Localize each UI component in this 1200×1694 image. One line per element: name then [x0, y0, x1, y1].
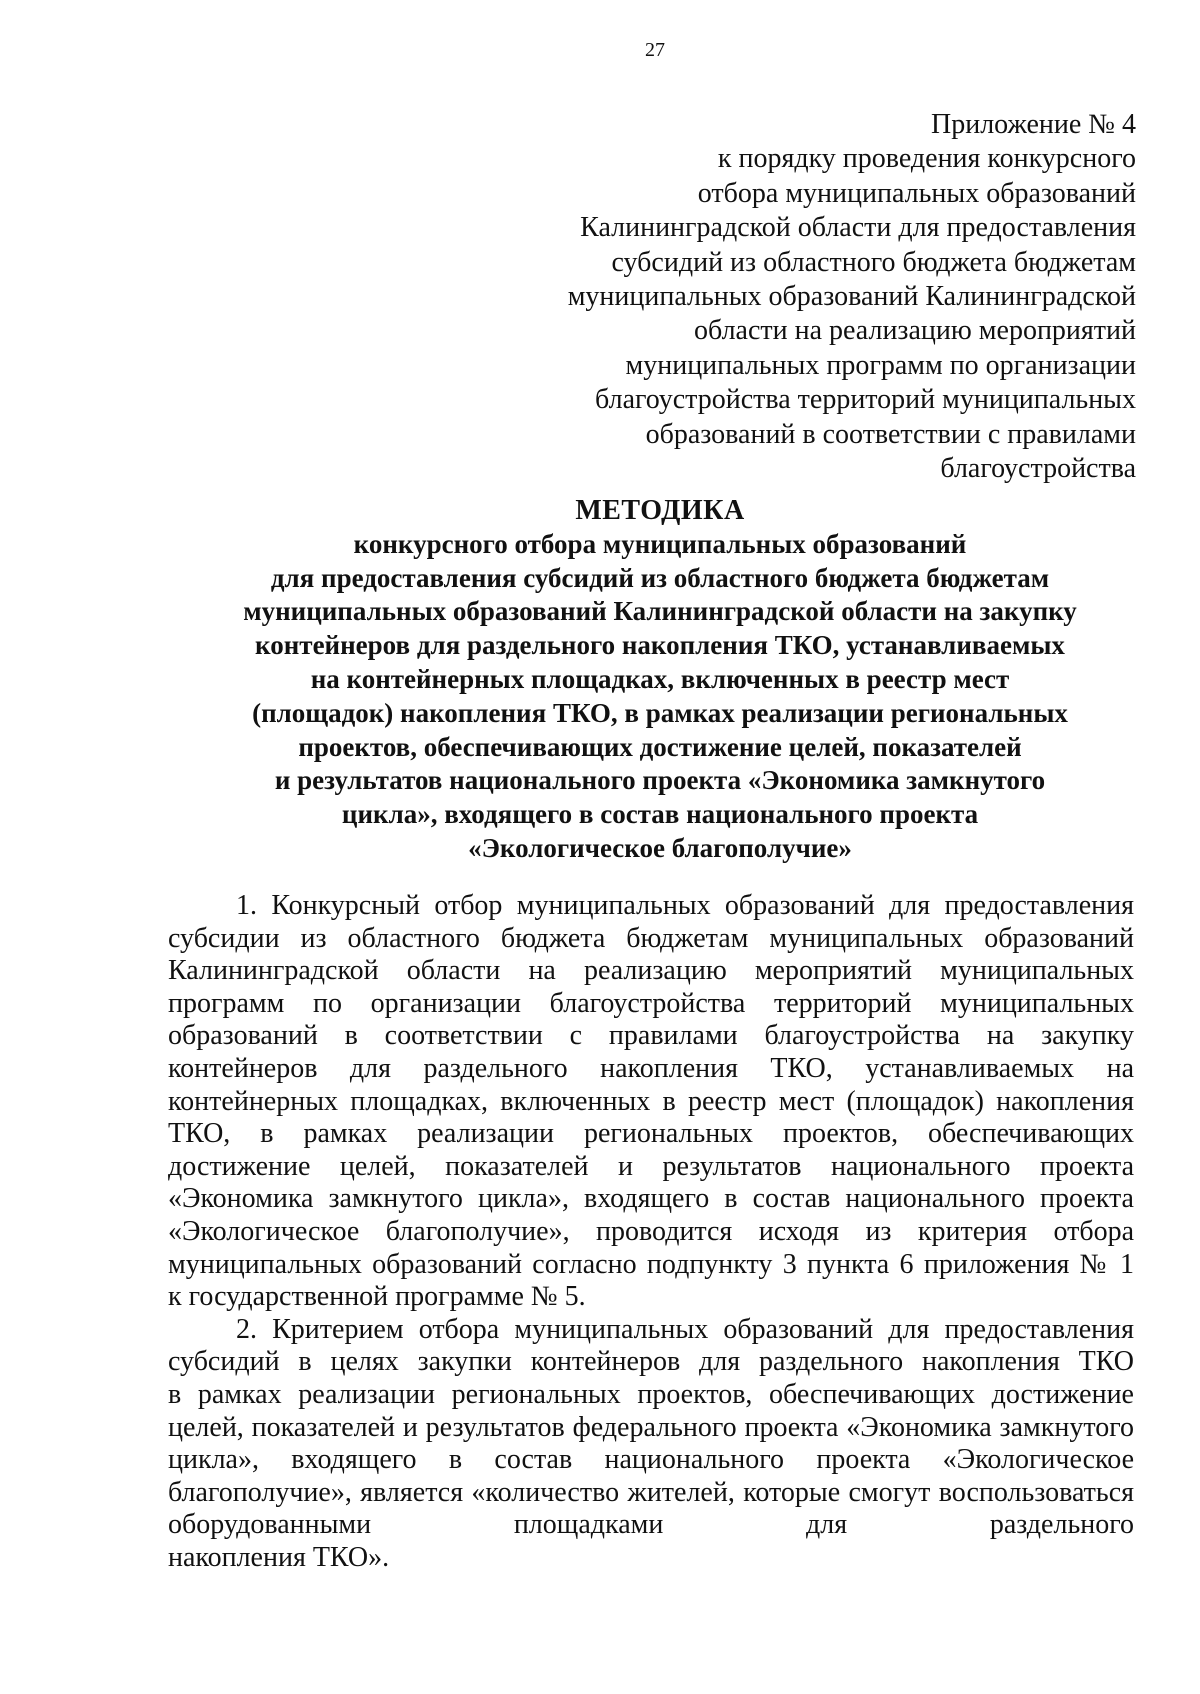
title-line: конкурсного отбора муниципальных образований	[353, 528, 967, 559]
paragraph-line: Калининградской области на реализацию мероприятий муниципальных	[168, 955, 1134, 987]
paragraph-line: благополучие», является «количество жителей, которые смогут воспользоваться	[168, 1476, 1134, 1508]
appendix-line: образований в соответствии с правилами	[645, 418, 1136, 450]
paragraph-line: ТКО, в рамках реализации региональных проектов, обеспечивающих	[168, 1118, 1134, 1150]
title-line: (площадок) накопления ТКО, в рамках реализации региональных	[252, 697, 1068, 728]
paragraph-line: субсидий в целях закупки контейнеров для раздельного накопления ТКО	[168, 1346, 1134, 1378]
title-line: контейнеров для раздельного накопления ТКО, устанавливаемых	[255, 630, 1065, 661]
paragraph-line: накопления ТКО».	[168, 1541, 390, 1573]
appendix-line: Калининградской области для предоставления	[580, 212, 1136, 244]
document-title	[200, 494, 1120, 866]
appendix-line: отбора муниципальных образований	[697, 177, 1136, 209]
title-line: и результатов национального проекта «Экономика замкнутого	[274, 765, 1046, 796]
appendix-line: благоустройства	[940, 453, 1136, 485]
body-text	[168, 890, 1134, 1574]
paragraph-line: контейнерных площадках, включенных в реестр мест (площадок) накопления	[168, 1085, 1134, 1117]
title-line: муниципальных образований Калининградской области на закупку	[243, 596, 1077, 627]
paragraph-line: контейнеров для раздельного накопления ТКО, устанавливаемых на	[168, 1052, 1134, 1084]
paragraph-line: образований в соответствии с правилами благоустройства на закупку	[168, 1020, 1134, 1052]
paragraph-line: в рамках реализации региональных проектов, обеспечивающих достижение	[168, 1378, 1134, 1410]
paragraph-line: 1. Конкурсный отбор муниципальных образований для предоставления	[236, 890, 1134, 921]
appendix-line: благоустройства территорий муниципальных	[595, 384, 1136, 416]
title-line: цикла», входящего в состав национального проекта	[341, 799, 979, 830]
paragraph-2	[168, 1314, 1134, 1575]
appendix-line: субсидий из областного бюджета бюджетам	[611, 246, 1136, 278]
appendix-line: к порядку проведения конкурсного	[717, 143, 1136, 175]
paragraph-1	[168, 890, 1134, 1314]
paragraph-line: достижение целей, показателей и результатов национального проекта	[168, 1150, 1134, 1182]
appendix-header	[496, 108, 1136, 486]
paragraph-line: 2. Критерием отбора муниципальных образований для предоставления	[236, 1313, 1134, 1345]
paragraph-line: программ по организации благоустройства территорий муниципальных	[168, 987, 1134, 1019]
paragraph-line: целей, показателей и результатов федерального проекта «Экономика замкнутого	[168, 1411, 1134, 1443]
appendix-line: муниципальных программ по организации	[625, 349, 1136, 381]
appendix-line: муниципальных образований Калининградской	[567, 281, 1136, 313]
paragraph-line: цикла», входящего в состав национального проекта «Экологическое	[168, 1444, 1134, 1476]
title-line: «Экологическое благополучие»	[468, 832, 852, 863]
title-main: МЕТОДИКА	[575, 495, 745, 526]
paragraph-line: «Экономика замкнутого цикла», входящего в состав национального проекта	[168, 1183, 1134, 1215]
paragraph-line: муниципальных образований согласно подпункту 3 пункта 6 приложения № 1	[168, 1248, 1134, 1280]
title-line: проектов, обеспечивающих достижение целей, показателей	[298, 731, 1022, 762]
title-line: для предоставления субсидий из областного бюджета бюджетам	[270, 562, 1050, 593]
appendix-line: области на реализацию мероприятий	[694, 315, 1136, 347]
page-number: 27	[645, 39, 665, 61]
paragraph-line: «Экологическое благополучие», проводится исходя из критерия отбора	[168, 1215, 1134, 1247]
paragraph-line: субсидии из областного бюджета бюджетам муниципальных образований	[168, 922, 1134, 954]
title-line: на контейнерных площадках, включенных в реестр мест	[310, 663, 1010, 694]
appendix-line: Приложение № 4	[931, 109, 1136, 140]
paragraph-line: оборудованными площадками для раздельного	[168, 1509, 1134, 1541]
paragraph-line: к государственной программе № 5.	[168, 1281, 586, 1313]
